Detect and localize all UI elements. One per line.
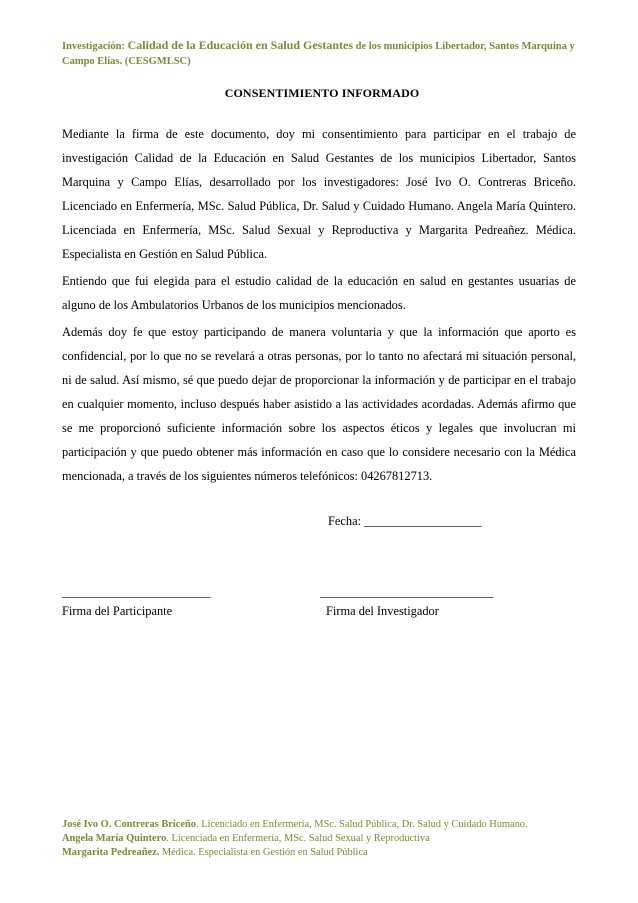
researcher-signature-label: Firma del Investigador	[326, 604, 439, 618]
date-field	[328, 514, 482, 529]
page-header	[62, 38, 582, 69]
header-title-main: Calidad de la Educación en Salud Gestantes	[127, 38, 353, 52]
footer-author-name: Angela María Quintero	[62, 833, 167, 844]
footer-author-desc: Médica. Especialista en Gestión en Salud Pública	[159, 847, 368, 858]
header-prefix: Investigación:	[62, 41, 128, 52]
footer-author-name: José Ivo O. Contreras Briceño	[62, 819, 197, 830]
researcher-signature-line: ____________________________	[320, 585, 494, 599]
paragraph-confidentiality: Además doy fe que estoy participando de manera voluntaria y que la información que aporto es confidencial, por lo que no se revelará a otras personas, por lo tanto no afectará mi situación personal, ni de salud. Así mismo, sé que puedo dejar de proporcionar la información y de participar en el trabajo en cualquier momento, incluso después haber asistido a las actividades acordadas. Además afirmo que se me proporcionó suficiente información sobre los aspectos éticos y legales que involucran mi participación y que puedo obtener más información en caso que lo considere necesario con la Médica mencionada, a través de los siguientes números telefónicos: 04267812713.	[62, 325, 576, 483]
date-label: Fecha:	[328, 514, 365, 528]
paragraph-selection: Entiendo que fui elegida para el estudio calidad de la educación en salud en gestantes usuarias de alguno de los Ambulatorios Urbanos de los municipios mencionados.	[62, 274, 576, 312]
date-line: ___________________	[364, 514, 482, 528]
participant-signature	[62, 584, 211, 620]
researcher-signature	[320, 584, 493, 620]
participant-signature-label: Firma del Participante	[62, 604, 173, 618]
footer-line	[62, 832, 592, 846]
page-footer	[62, 818, 592, 860]
footer-author-desc: . Licenciada en Enfermería, MSc. Salud Sexual y Reproductiva	[166, 833, 430, 844]
footer-line	[62, 846, 592, 860]
participant-signature-line: ________________________	[62, 585, 211, 599]
document-title: CONSENTIMIENTO INFORMADO	[224, 86, 420, 100]
footer-line	[62, 818, 592, 832]
footer-author-name: Margarita Pedreañez.	[62, 847, 160, 858]
header-title-rest: de los municipios Libertador, Santos Marquina y Campo Elías. (CESGMLSC)	[62, 41, 575, 67]
paragraph-consent: Mediante la firma de este documento, doy mi consentimiento para participar en el trabajo de investigación Calidad de la Educación en Salud Gestantes de los municipios Libertador, Santos Marquina y Campo Elías, desarrollado por los investigadores: José Ivo O. Contreras Briceño. Licenciado en Enfermería, MSc. Salud Pública, Dr. Salud y Cuidado Humano. Angela María Quintero. Licenciada en Enfermería, MSc. Salud Sexual y Reproductiva y Margarita Pedreañez. Médica. Especialista en Gestión en Salud Pública.	[62, 127, 576, 261]
footer-author-desc: . Licenciado en Enfermería, MSc. Salud Pública, Dr. Salud y Cuidado Humano.	[196, 819, 528, 830]
